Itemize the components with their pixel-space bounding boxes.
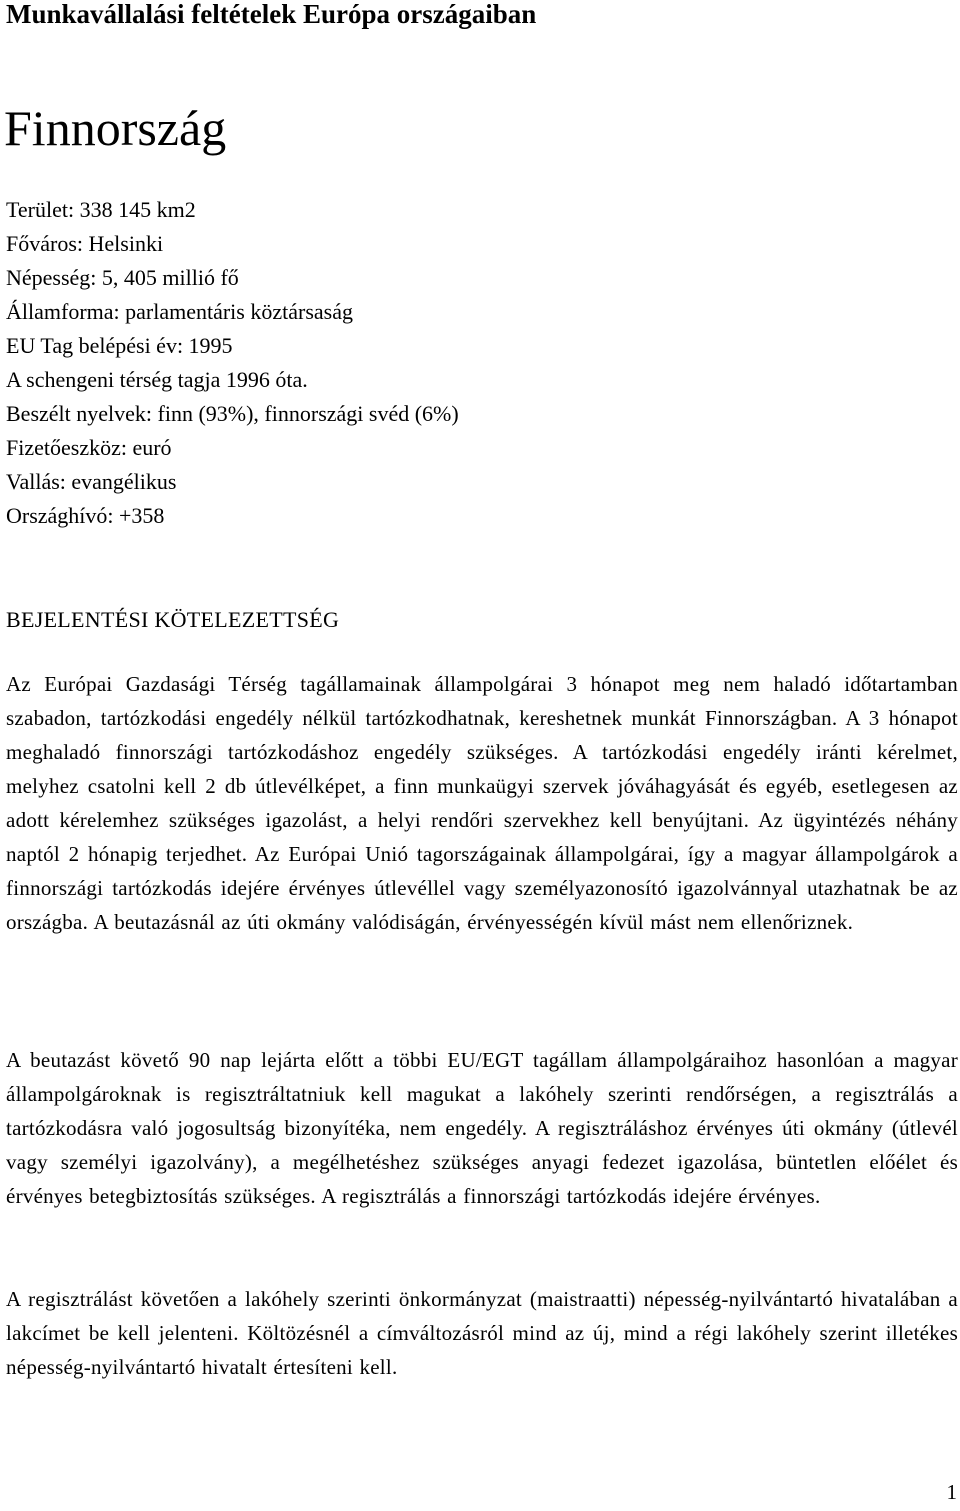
country-facts-list bbox=[6, 193, 459, 533]
fact-government: Államforma: parlamentáris köztársaság bbox=[6, 299, 353, 324]
country-heading: Finnország bbox=[4, 100, 227, 156]
document-title: Munkavállalási feltételek Európa országaiban bbox=[6, 0, 537, 29]
fact-calling-code: Országhívó: +358 bbox=[6, 503, 165, 528]
section-heading: BEJELENTÉSI KÖTELEZETTSÉG bbox=[6, 607, 340, 632]
body-paragraph: Az Európai Gazdasági Térség tagállamainak állampolgárai 3 hónapot meg nem haladó időtartamban szabadon, tartózkodási engedély nélkül tartózkodhatnak, kereshetnek munkát Finnországban. A 3 hónapot meghaladó finnországi tartózkodáshoz engedély szükséges. A tartózkodási engedély iránti kérelmet, melyhez csatolni kell 2 db útlevélképet, a finn munkaügyi szervek jóváhagyását és egyéb, esetlegesen az adott kérelemhez szükséges igazolást, a helyi rendőri szervekhez kell benyújtani. Az ügyintézés néhány naptól 2 hónapig terjedhet. Az Európai Unió tagországainak állampolgárai, így a magyar állampolgárok a finnországi tartózkodás idejére érvényes útlevéllel vagy személyazonosító igazolvánnyal utazhatnak be az országba. A beutazásnál az úti okmány valódiságán, érvényességén kívül mást nem ellenőriznek. bbox=[6, 672, 958, 934]
fact-area: Terület: 338 145 km2 bbox=[6, 197, 196, 222]
fact-currency: Fizetőeszköz: euró bbox=[6, 435, 172, 460]
fact-population: Népesség: 5, 405 millió fő bbox=[6, 265, 239, 290]
fact-languages: Beszélt nyelvek: finn (93%), finnországi svéd (6%) bbox=[6, 401, 459, 426]
fact-capital: Főváros: Helsinki bbox=[6, 231, 164, 256]
fact-eu-accession: EU Tag belépési év: 1995 bbox=[6, 333, 233, 358]
fact-schengen: A schengeni térség tagja 1996 óta. bbox=[6, 367, 308, 392]
body-paragraph: A beutazást követő 90 nap lejárta előtt a többi EU/EGT tagállam állampolgáraihoz hasonlóan a magyar állampolgároknak is regisztráltatniuk kell magukat a lakóhely szerinti rendőrségen, a regisztrálás a tartózkodásra való jogosultság bizonyítéka, nem engedély. A regisztráláshoz érvényes úti okmány (útlevél vagy személyi igazolvány), a megélhetéshez szükséges anyagi fedezet igazolása, büntetlen előélet és érvényes betegbiztosítás szükséges. A regisztrálás a finnországi tartózkodás idejére érvényes. bbox=[6, 1048, 958, 1208]
page-number: 1 bbox=[946, 1480, 957, 1504]
body-paragraph: A regisztrálást követően a lakóhely szerinti önkormányzat (maistraatti) népesség-nyilvántartó hivatalában a lakcímet be kell jelenteni. Költözésnél a címváltozásról mind az új, mind a régi lakóhely szerint illetékes népesség-nyilvántartó hivatalt értesíteni kell. bbox=[6, 1287, 958, 1379]
fact-religion: Vallás: evangélikus bbox=[6, 469, 177, 494]
